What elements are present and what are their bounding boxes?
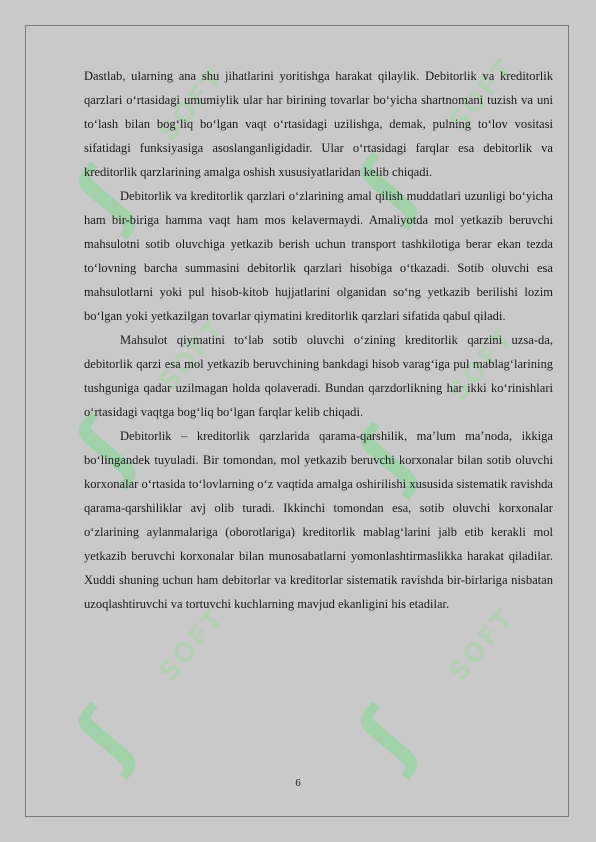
- watermark-logo-5: ʃ: [58, 693, 151, 780]
- paragraph-4: Debitorlik – kreditorlik qarzlarida qarama-qarshilik, ma’lum ma’noda, ikkiga bo‘lingandek tuyuladi. Bir tomondan, mol yetkazib beruvchi korxonalar bilan sotib oluvchi korxonalar o‘rtasida to‘lovlarning o‘z vaqtida amalga oshirilishi xususida sistematik ravishda qarama-qarshiliklar avj olib turadi. Ikkinchi tomondan esa, sotib oluvchi korxonalar o‘zlarining aylanmalariga (oborotlariga) kreditorlik mablag‘larini jalb etib kerakli mol yetkazib beruvchi korxonalar bilan munosabatlarni yomonlashtirmaslikka harakat qiladilar. Xuddi shuning uchun ham debitorlar va kreditorlar sistematik ravishda bir-birlariga nisbatan uzoqlashtiruvchi va tortuvchi kuchlarning mavjud ekanligini his etadilar.: [84, 429, 553, 611]
- watermark-logo-text-4: SOFT: [443, 323, 521, 407]
- watermark-logo-text-6: SOFT: [443, 603, 521, 687]
- watermark-logo-text-1: SOFT: [153, 63, 231, 147]
- watermark-logo-1: ʃ: [58, 153, 151, 240]
- watermark-logo-text-3: SOFT: [153, 313, 231, 397]
- watermark-logo-2: ʃ: [340, 143, 433, 230]
- paragraph-3: Mahsulot qiymatini to‘lab sotib oluvchi o‘zining kreditorlik qarzini uzsa-da, debitorlik qarzi esa mol yetkazib beruvchining bankdagi hisob varag‘iga pul mablag‘larining tushguniga qadar uzilmagan holda qolaveradi. Bundan qarzdorlikning har ikki ko‘rinishlari o‘rtasidagi vaqtga bog‘liq bo‘lgan farqlar kelib chiqadi.: [84, 333, 553, 419]
- page-number: 6: [295, 777, 301, 789]
- watermark-logo-text-5: SOFT: [153, 603, 231, 687]
- body-text: [84, 64, 553, 616]
- paragraph-2: Debitorlik va kreditorlik qarzlari o‘zlarining amal qilish muddatlari uzunligi bo‘yicha ham bir-biriga hamma vaqt ham mos kelavermaydi. Amaliyotda mol yetkazib beruvchi mahsulotni sotib oluvchiga yetkazib berish uchun transport tashkilotiga berar ekan tezda to‘lovning barcha summasini debitorlik qarzlari hisobiga o‘tkazadi. Sotib oluvchi esa mahsulotlarni yoki pul hisob-kitob hujjatlarini olganidan so‘ng yetkazib berilishi lozim bo‘lgan yoki yetkazilgan tovarlar qiymatini kreditorlik qarzlari sifatida qabul qiladi.: [84, 189, 553, 323]
- paragraph-1: Dastlab, ularning ana shu jihatlarini yoritishga harakat qilaylik. Debitorlik va kreditorlik qarzlari o‘rtasidagi umumiylik ular har birining tovarlar bo‘yicha shartnomani tuzish va uni to‘lash bilan bog‘liq bo‘lgan vaqt o‘rtasidagi uzilishga, demak, pulning to‘lov vositasi sifatidagi funksiyasiga asoslanganligidadir. Ular o‘rtasidagi farqlar esa debitorlik va kreditorlik qarzlarining amalga oshish xususiyatlaridan kelib chiqadi.: [84, 69, 553, 179]
- watermark-logo-text-2: SOFT: [443, 53, 521, 137]
- watermark-logo-3: ʃ: [58, 403, 151, 490]
- watermark-logo-6: ʃ: [340, 693, 433, 780]
- watermark-logo-4: ʃ: [340, 413, 433, 500]
